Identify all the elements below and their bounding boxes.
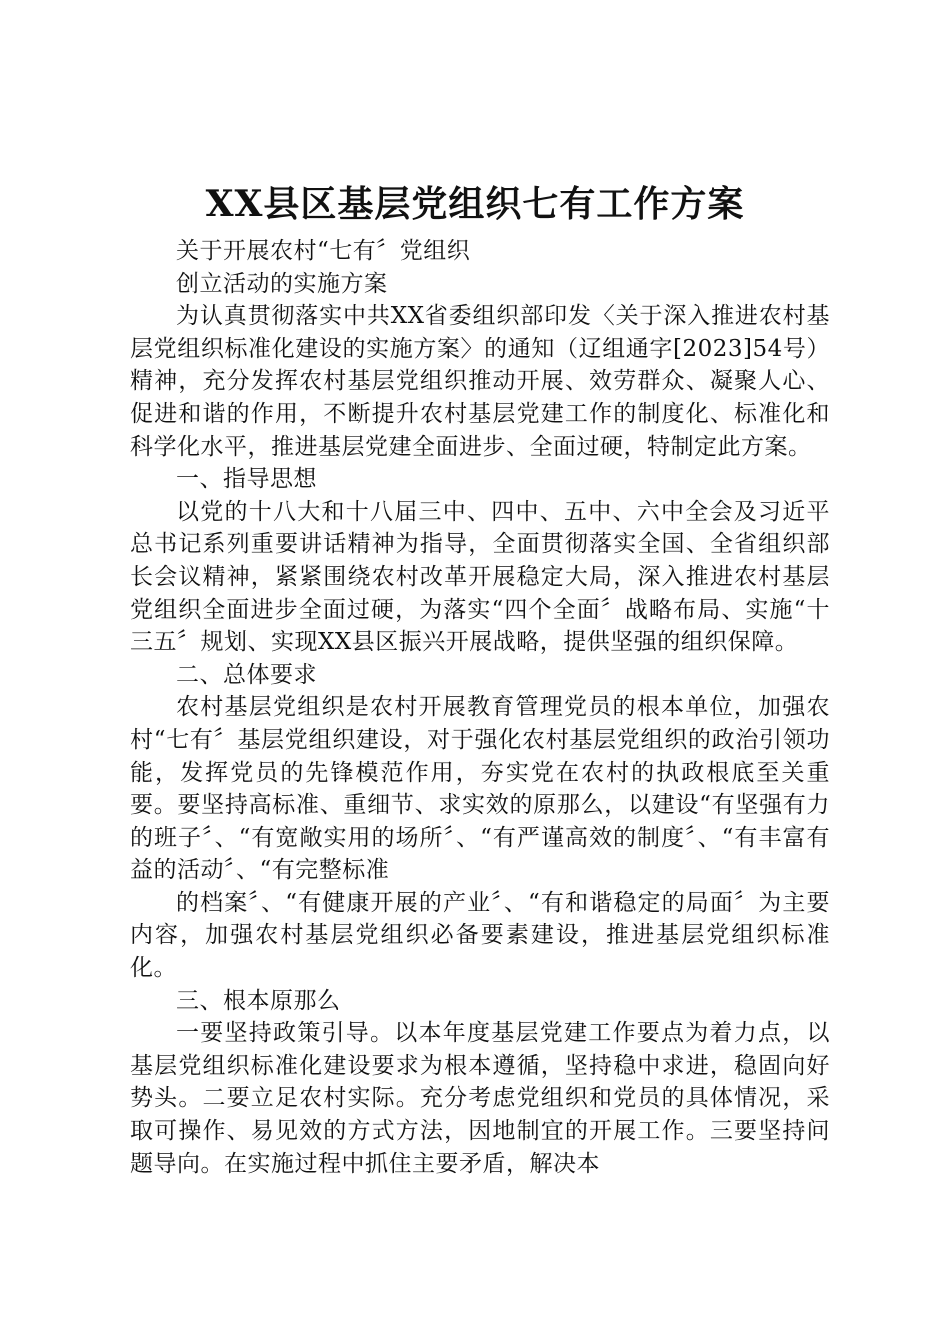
section-3-heading: 三、根本原那么 (176, 987, 341, 1014)
document-body (130, 235, 830, 1180)
subtitle-line-2: 创立活动的实施方案 (176, 270, 388, 297)
section-3-paragraph: 一要坚持政策引导。以本年度基层党建工作要点为着力点，以基层党组织标准化建设要求为根本遵循，坚持稳中求进，稳固向好势头。二要立足农村实际。充分考虑党组织和党员的具体情况，采取可操作、易见效的方式方法，因地制宜的开展工作。三要坚持问题导向。在实施过程中抓住主要矛盾，解决本 (130, 1020, 830, 1177)
subtitle-line-1: 关于开展农村“七有〞党组织 (176, 238, 471, 264)
section-2-heading: 二、总体要求 (176, 661, 317, 688)
section-1-heading: 一、指导思想 (176, 466, 317, 493)
document-title: XX县区基层党组织七有工作方案 (205, 183, 745, 225)
section-2-paragraph-b: 的档案〞、“有健康开展的产业〞、“有和谐稳定的局面〞为主要内容，加强农村基层党组织必备要素建设，推进基层党组织标准化。 (130, 889, 830, 982)
section-1-paragraph: 以党的十八大和十八届三中、四中、五中、六中全会及习近平总书记系列重要讲话精神为指导，全面贯彻落实全国、全省组织部长会议精神，紧紧围绕农村改革开展稳定大局，深入推进农村基层党组织全面进步全面过硬，为落实“四个全面〞战略布局、实施“十三五〞规划、实现XX县区振兴开展战略，提供坚强的组织保障。 (130, 498, 830, 656)
intro-paragraph: 为认真贯彻落实中共XX省委组织部印发〈关于深入推进农村基层党组织标准化建设的实施方案〉的通知（辽组通字[2023]54号）精神，充分发挥农村基层党组织推动开展、效劳群众、凝聚人心、促进和谐的作用，不断提升农村基层党建工作的制度化、标准化和科学化水平，推进基层党建全面进步、全面过硬，特制定此方案。 (130, 303, 830, 460)
section-2-paragraph-a: 农村基层党组织是农村开展教育管理党员的根本单位，加强农村“七有〞基层党组织建设，对于强化农村基层党组织的政治引领功能，发挥党员的先锋模范作用，夯实党在农村的执政根底至关重要。要坚持高标准、重细节、求实效的原那么，以建设“有坚强有力的班子〞、“有宽敞实用的场所〞、“有严谨高效的制度〞、“有丰富有益的活动〞、“有完整标准 (130, 694, 830, 884)
